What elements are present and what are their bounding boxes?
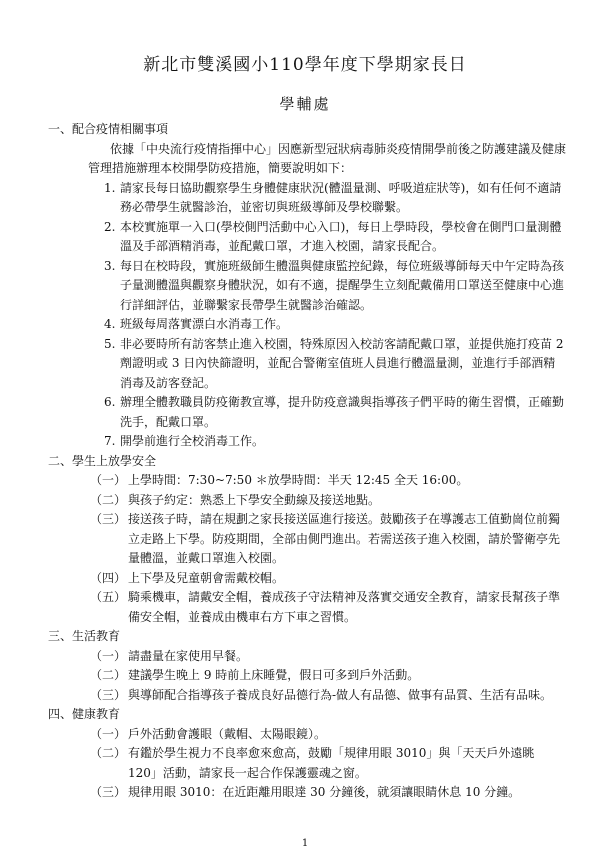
list-marker: （一） [90,648,127,663]
list-marker: （三） [90,687,127,702]
list-marker: （三） [90,512,127,526]
list-text: 請家長每日協助觀察學生身體健康狀況(體溫量測、呼吸道症狀等)，如有任何不適請務必帶學生就醫診治，並密切與班級導師及學校聯繫。 [120,180,562,214]
department-name: 學輔處 [279,95,331,113]
list-marker: （二） [90,746,127,760]
list-item [90,510,566,569]
list-marker: 6. [104,395,116,409]
list-item [90,666,566,686]
list-item [90,491,566,511]
list-marker: 2. [104,219,116,234]
list-marker: （二） [90,668,127,682]
list-text: 班級每周落實漂白水消毒工作。 [120,317,289,331]
list-marker: 7. [104,434,116,448]
list-text: 騎乘機車，請戴安全帽，養成孩子守法精神及落實交通安全教育，請家長幫孩子準備安全帽，並養成由機車右方下車之習慣。 [128,590,561,624]
list-item [104,257,566,316]
list-marker: （三） [90,785,127,799]
list-item [90,647,566,667]
document-body [0,120,610,803]
list-item [104,393,566,432]
document-title: 新北市雙溪國小110學年度下學期家長日 [143,55,467,75]
list-text: 辦理全體教職員防疫衛教宣導，提升防疫意識與指導孩子們平時的衛生習慣，正確勤洗手，配戴口罩。 [120,395,565,429]
list-text: 請盡量在家使用早餐。 [128,648,249,663]
list-text: 接送孩子時，請在規劃之家長接送區進行接送。鼓勵孩子在導護志工值勤崗位前獨立走路上下學。防疫期間，全部由側門進出。若需送孩子進入校園，請於警衛亭先量體溫，並戴口罩進入校園。 [128,512,561,565]
list-text: 上學時間：7:30~7:50 ＊放學時間：半天 12:45 全天 16:00。 [128,473,469,487]
list-item [90,471,566,491]
section-heading: 二、學生上放學安全 [48,453,157,468]
list-text: 戶外活動會護眼（戴帽、太陽眼鏡）。 [128,726,327,741]
section-intro: 依據「中央流行疫情指揮中心」因應新型冠狀病毒肺炎疫情開學前後之防護建議及健康管理措施辦理本校開學防疫措施，簡要說明如下： [88,141,567,175]
list-text: 每日在校時段，實施班級師生體溫與健康監控紀錄，每位班級導師每天中午定時為孩子量測體溫與觀察身體狀況，如有不適，提醒學生立刻配戴備用口罩送至健康中心進行詳細評估，並聯繫家長帶學生就醫診治確認。 [120,258,565,312]
list-item [90,686,566,706]
list-marker: （二） [90,492,127,507]
list-marker: 1. [104,180,116,195]
list-text: 開學前進行全校消毒工作。 [120,434,265,448]
list-item [104,432,566,452]
list-item [90,725,566,745]
list-marker: 3. [104,258,116,273]
list-item [104,179,566,218]
section-heading: 四、健康教育 [48,707,121,721]
list-item [90,783,566,803]
list-text: 有鑑於學生視力不良率愈來愈高，鼓勵「規律用眼 3010」與「天天戶外遠眺 120」活動，請家長一起合作保護靈魂之窗。 [128,746,535,780]
section-heading: 三、生活教育 [48,629,121,643]
list-item [90,588,566,627]
list-marker: 4. [104,317,116,331]
list-text: 與孩子約定：熟悉上下學安全動線及接送地點。 [128,492,381,507]
list-marker: （四） [90,570,127,585]
list-text: 建議學生晚上 9 時前上床睡覺，假日可多到戶外活動。 [128,668,420,682]
list-text: 上下學及兒童朝會需戴校帽。 [128,570,285,585]
list-marker: （五） [90,590,127,604]
list-text: 規律用眼 3010：在近距離用眼達 30 分鐘後，就須讓眼睛休息 10 分鐘。 [128,785,521,799]
list-marker: （一） [90,726,127,741]
list-text: 本校實施單一入口(學校側門活動中心入口)，每日上學時段，學校會在側門口量測體溫及手部酒精消毒，並配戴口罩，才進入校園，請家長配合。 [120,219,562,253]
section-heading: 一、配合疫情相關事項 [48,122,169,136]
list-marker: 5. [104,336,116,351]
list-item [104,335,566,394]
list-item [90,569,566,589]
list-item [104,218,566,257]
list-text: 非必要時所有訪客禁止進入校園，特殊原因入校訪客請配戴口罩，並提供施打疫苗 2 劑證明或 3 日內快篩證明，並配合警衛室值班人員進行體溫量測，並進行手部酒精消毒及訪客登記。 [120,336,564,390]
page-number: 1 [301,838,309,849]
list-marker: （一） [90,473,127,487]
list-text: 與導師配合指導孩子養成良好品德行為-做人有品德、做事有品質、生活有品味。 [128,687,553,702]
list-item [104,315,566,335]
list-item [90,744,566,783]
